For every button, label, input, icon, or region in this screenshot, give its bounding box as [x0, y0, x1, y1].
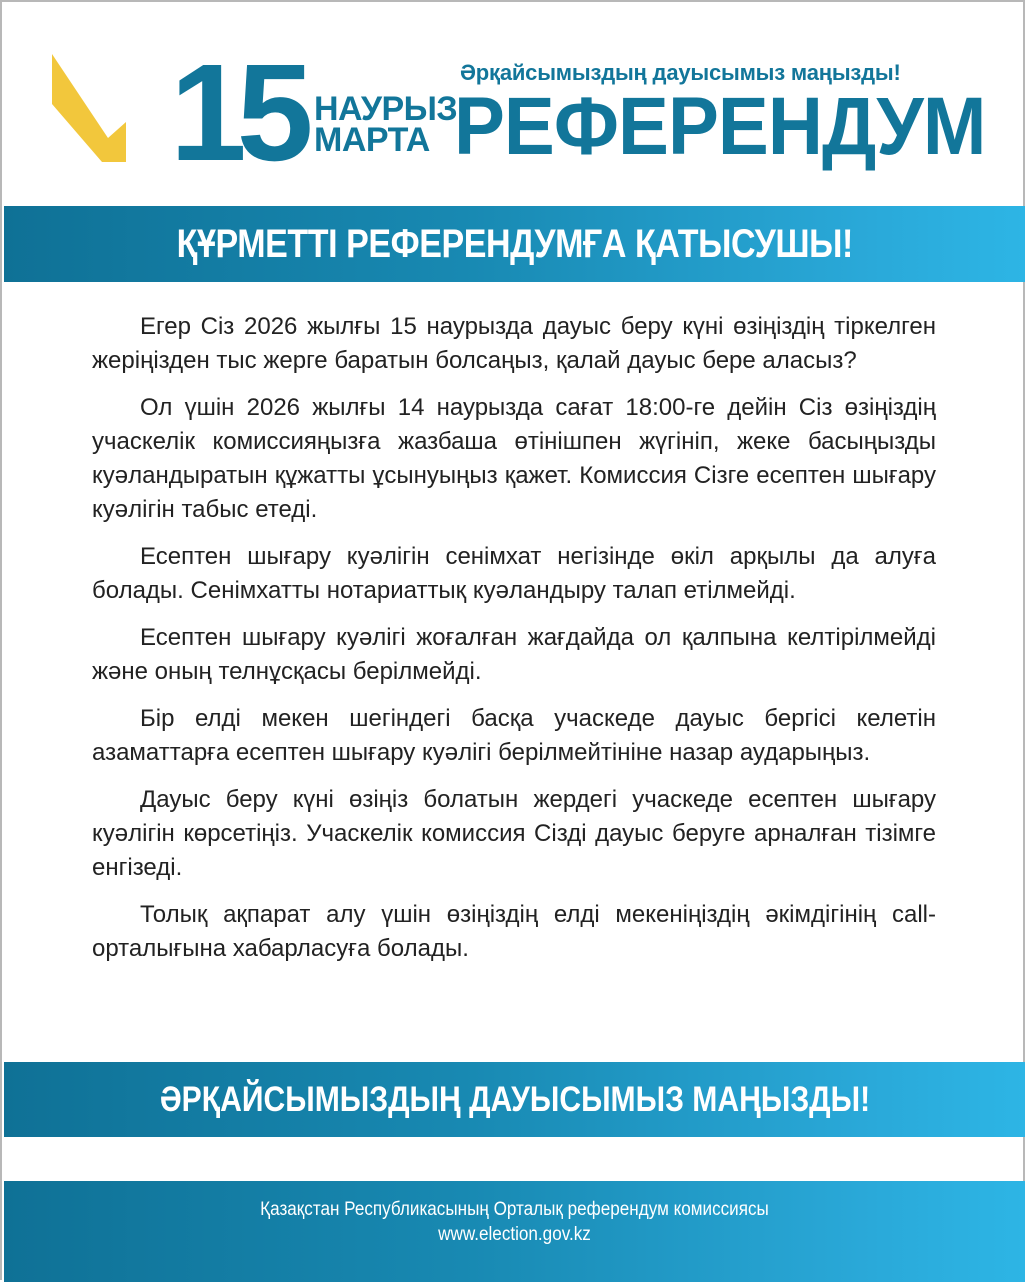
- greeting-banner-text: ҚҰРМЕТТІ РЕФЕРЕНДУМҒА ҚАТЫСУШЫ!: [176, 222, 853, 266]
- logo-month-kz: НАУРЫЗ: [314, 90, 458, 128]
- footer: [4, 1181, 1025, 1282]
- paragraph: Ол үшін 2026 жылғы 14 наурызда сағат 18:00-ге дейін Сіз өзіңіздің учаскелік комиссияңызға жазбаша өтінішпен жүгініп, жеке басыңызды куәландыратын құжатты ұсынуыңыз қажет. Комиссия Сізге есептен шығару куәлігін табыс етеді.: [92, 394, 936, 523]
- logo-day-number: 15: [170, 36, 304, 190]
- slogan-banner: [4, 1062, 1025, 1137]
- body-text: [92, 310, 936, 979]
- slogan-banner-text: ӘРҚАЙСЫМЫЗДЫҢ ДАУЫСЫМЫЗ МАҢЫЗДЫ!: [159, 1080, 870, 1119]
- paragraph: Есептен шығару куәлігін сенімхат негізінде өкіл арқылы да алуға болады. Сенімхатты нотариаттық куәландыру талап етілмейді.: [92, 543, 936, 604]
- checkmark-icon: [52, 54, 172, 172]
- paragraph: Егер Сіз 2026 жылғы 15 наурызда дауыс беру күні өзіңіздің тіркелген жеріңізден тыс жерге баратын болсаңыз, қалай дауыс бере аласыз?: [92, 313, 936, 374]
- footer-organization: Қазақстан Республикасының Орталық референдум комиссиясы: [260, 1199, 769, 1220]
- greeting-banner: [4, 206, 1025, 282]
- footer-website-link[interactable]: www.election.gov.kz: [438, 1224, 591, 1245]
- logo-month: [314, 90, 458, 159]
- logo-month-ru: МАРТА: [314, 121, 430, 159]
- referendum-logo: [52, 36, 458, 190]
- paragraph: Есептен шығару куәлігі жоғалған жағдайда ол қалпына келтірілмейді және оның телнұсқасы берілмейді.: [92, 624, 936, 685]
- page-title: РЕФЕРЕНДУМ: [454, 81, 986, 172]
- paragraph: Бір елді мекен шегіндегі басқа учаскеде дауыс бергісі келетін азаматтарға есептен шығару куәлігі берілмейтініне назар аударыңыз.: [92, 705, 936, 766]
- header-slogan: Әрқайсымыздың дауысымыз маңызды!: [460, 60, 901, 85]
- paragraph: Толық ақпарат алу үшін өзіңіздің елді мекеніңіздің әкімдігінің call-орталығына хабарласуға болады.: [92, 901, 936, 962]
- paragraph: Дауыс беру күні өзіңіз болатын жердегі учаскеде есептен шығару куәлігін көрсетіңіз. Учаскелік комиссия Сізді дауыс беруге арналған тізімге енгізеді.: [92, 786, 936, 881]
